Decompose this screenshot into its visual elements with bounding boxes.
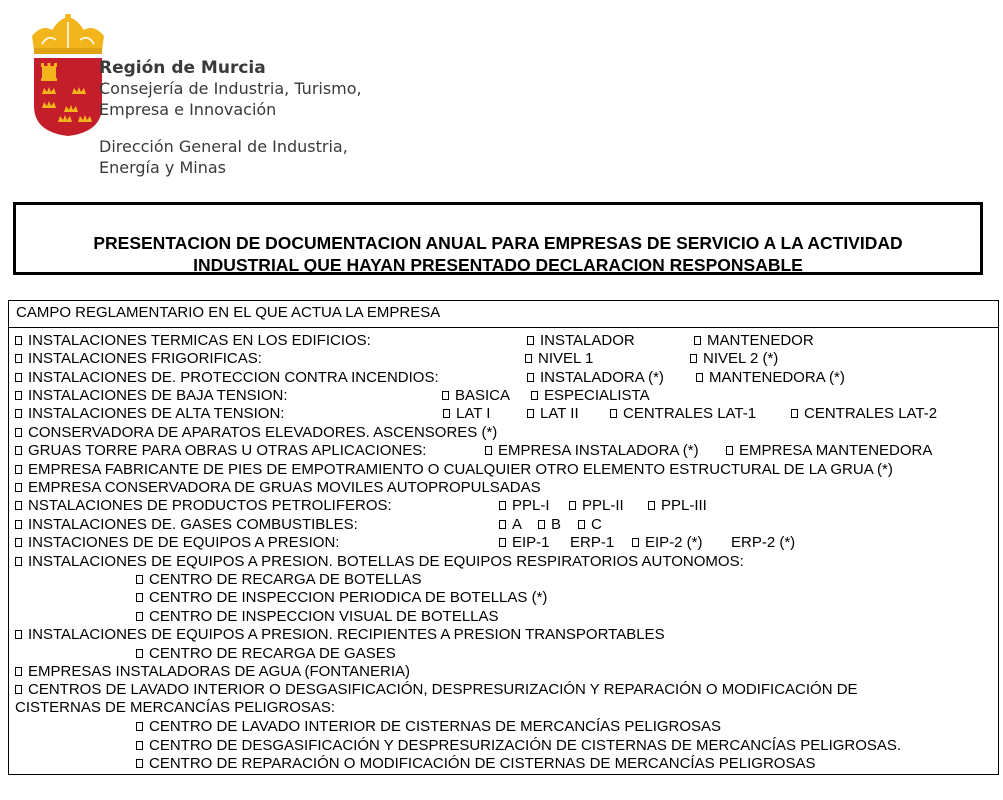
option-nivel-1[interactable]: NIVEL 1 — [525, 350, 593, 368]
option-recarga-gases[interactable]: CENTRO DE RECARGA DE GASES — [136, 645, 396, 663]
option-botellas-respiratorios[interactable]: INSTALACIONES DE EQUIPOS A PRESION. BOTELLAS DE EQUIPOS RESPIRATORIOS AUTONOMOS: — [15, 553, 744, 571]
crown-icon — [32, 14, 104, 54]
option-gruas-moviles[interactable]: EMPRESA CONSERVADORA DE GRUAS MOVILES AUTOPROPULSADAS — [15, 479, 541, 497]
option-desgasificacion[interactable]: CENTRO DE DESGASIFICACIÓN Y DESPRESURIZACIÓN DE CISTERNAS DE MERCANCÍAS PELIGROSAS. — [136, 737, 901, 755]
option-gases-combustibles[interactable]: INSTALACIONES DE. GASES COMBUSTIBLES: — [15, 516, 358, 534]
checkbox[interactable] — [485, 446, 492, 455]
org-name: Región de Murcia — [99, 58, 266, 78]
dept-line-1: Consejería de Industria, Turismo, — [99, 79, 362, 98]
region-murcia-coat-of-arms-logo — [28, 14, 108, 138]
checkbox[interactable] — [442, 391, 449, 400]
regulatory-field-table — [8, 300, 999, 775]
checkbox[interactable] — [527, 373, 534, 382]
checkbox[interactable] — [499, 520, 506, 529]
checkbox[interactable] — [15, 667, 22, 676]
checkbox[interactable] — [527, 336, 534, 345]
checkbox[interactable] — [527, 409, 534, 418]
checkbox[interactable] — [15, 465, 22, 474]
option-ppl-2[interactable]: PPL-II — [569, 497, 624, 515]
checkbox[interactable] — [525, 354, 532, 363]
checkbox[interactable] — [578, 520, 585, 529]
title-line-2: INDUSTRIAL QUE HAYAN PRESENTADO DECLARACION RESPONSABLE — [193, 255, 803, 275]
option-lat-1[interactable]: LAT I — [443, 405, 490, 423]
checkbox[interactable] — [443, 409, 450, 418]
option-recarga-botellas[interactable]: CENTRO DE RECARGA DE BOTELLAS — [136, 571, 422, 589]
option-pies-empotramiento[interactable]: EMPRESA FABRICANTE DE PIES DE EMPOTRAMIENTO O CUALQUIER OTRO ELEMENTO ESTRUCTURAL DE LA GRUA (*) — [15, 461, 893, 479]
option-ppl-1[interactable]: PPL-I — [499, 497, 550, 515]
option-nivel-2[interactable]: NIVEL 2 (*) — [690, 350, 778, 368]
option-ascensores[interactable]: CONSERVADORA DE APARATOS ELEVADORES. ASCENSORES (*) — [15, 424, 497, 442]
checkbox[interactable] — [136, 759, 143, 768]
checkbox[interactable] — [15, 685, 22, 694]
title-line-1: PRESENTACION DE DOCUMENTACION ANUAL PARA EMPRESAS DE SERVICIO A LA ACTIVIDAD — [93, 233, 903, 253]
checkbox[interactable] — [15, 446, 22, 455]
checkbox[interactable] — [136, 575, 143, 584]
option-mantenedor[interactable]: MANTENEDOR — [694, 332, 814, 350]
option-especialista[interactable]: ESPECIALISTA — [531, 387, 650, 405]
option-equipos-presion[interactable]: INSTACIONES DE DE EQUIPOS A PRESION: — [15, 534, 339, 552]
option-baja-tension[interactable]: INSTALACIONES DE BAJA TENSION: — [15, 387, 288, 405]
option-alta-tension[interactable]: INSTALACIONES DE ALTA TENSION: — [15, 405, 284, 423]
option-eip-1[interactable]: EIP-1 — [499, 534, 550, 552]
option-eip-2[interactable]: EIP-2 (*) — [632, 534, 703, 552]
option-proteccion-incendios[interactable]: INSTALACIONES DE. PROTECCION CONTRA INCENDIOS: — [15, 369, 439, 387]
option-instalador[interactable]: INSTALADOR — [527, 332, 635, 350]
checkbox[interactable] — [15, 373, 22, 382]
dg-line-2: Energía y Minas — [99, 158, 226, 177]
checkbox[interactable] — [15, 501, 22, 510]
option-lat-2[interactable]: LAT II — [527, 405, 579, 423]
option-lavado-interior[interactable]: CENTRO DE LAVADO INTERIOR DE CISTERNAS DE MERCANCÍAS PELIGROSAS — [136, 718, 721, 736]
checkbox[interactable] — [632, 538, 639, 547]
checkbox[interactable] — [136, 722, 143, 731]
table-header — [9, 301, 998, 328]
option-empresa-instaladora[interactable]: EMPRESA INSTALADORA (*) — [485, 442, 699, 460]
option-gas-c[interactable]: C — [578, 516, 602, 534]
dept-line-2: Empresa e Innovación — [99, 100, 277, 119]
option-erp-2[interactable]: ERP-2 (*) — [731, 534, 796, 551]
option-fontaneria[interactable]: EMPRESAS INSTALADORAS DE AGUA (FONTANERIA) — [15, 663, 410, 681]
checkbox[interactable] — [726, 446, 733, 455]
row-centros-lavado — [15, 681, 975, 717]
checkbox[interactable] — [15, 428, 22, 437]
checkbox[interactable] — [15, 409, 22, 418]
checkbox[interactable] — [136, 612, 143, 621]
checkbox[interactable] — [499, 501, 506, 510]
dg-line-1: Dirección General de Industria, — [99, 137, 348, 156]
checkbox[interactable] — [15, 520, 22, 529]
checkbox[interactable] — [696, 373, 703, 382]
option-instalaciones-termicas[interactable]: INSTALACIONES TERMICAS EN LOS EDIFICIOS: — [15, 332, 371, 350]
castle-icon — [41, 63, 57, 81]
checkbox[interactable] — [136, 741, 143, 750]
option-reparacion[interactable]: CENTRO DE REPARACIÓN O MODIFICACIÓN DE CISTERNAS DE MERCANCÍAS PELIGROSAS — [136, 755, 815, 773]
checkbox[interactable] — [15, 538, 22, 547]
option-inspeccion-periodica[interactable]: CENTRO DE INSPECCION PERIODICA DE BOTELLAS (*) — [136, 589, 547, 607]
checkbox[interactable] — [694, 336, 701, 345]
option-centros-lavado[interactable]: CENTROS DE LAVADO INTERIOR O DESGASIFICACIÓN, DESPRESURIZACIÓN Y REPARACIÓN O MODIFICACIÓN DE — [15, 681, 975, 699]
option-mantenedora[interactable]: MANTENEDORA (*) — [696, 369, 845, 387]
option-ppl-3[interactable]: PPL-III — [648, 497, 707, 515]
checkbox[interactable] — [15, 391, 22, 400]
option-centrales-lat-2[interactable]: CENTRALES LAT-2 — [791, 405, 937, 423]
document-title — [16, 232, 980, 276]
option-instaladora[interactable]: INSTALADORA (*) — [527, 369, 664, 387]
option-centros-lavado-cont: CISTERNAS DE MERCANCÍAS PELIGROSAS: — [15, 699, 336, 716]
checkbox[interactable] — [610, 409, 617, 418]
option-petroliferos[interactable]: NSTALACIONES DE PRODUCTOS PETROLIFEROS: — [15, 497, 392, 515]
option-empresa-mantenedora[interactable]: EMPRESA MANTENEDORA — [726, 442, 932, 460]
checkbox[interactable] — [15, 483, 22, 492]
checkbox[interactable] — [538, 520, 545, 529]
checkbox[interactable] — [690, 354, 697, 363]
checkbox[interactable] — [136, 649, 143, 658]
option-erp-1[interactable]: ERP-1 — [570, 534, 615, 551]
checkbox[interactable] — [15, 354, 22, 363]
option-gruas-torre[interactable]: GRUAS TORRE PARA OBRAS U OTRAS APLICACIONES: — [15, 442, 426, 460]
checkbox[interactable] — [648, 501, 655, 510]
checkbox[interactable] — [15, 630, 22, 639]
option-gas-a[interactable]: A — [499, 516, 522, 534]
checkbox[interactable] — [791, 409, 798, 418]
option-inspeccion-visual[interactable]: CENTRO DE INSPECCION VISUAL DE BOTELLAS — [136, 608, 499, 626]
option-basica[interactable]: BASICA — [442, 387, 510, 405]
document-title-box — [13, 202, 983, 275]
checkbox[interactable] — [569, 501, 576, 510]
option-frigorificas[interactable]: INSTALACIONES FRIGORIFICAS: — [15, 350, 262, 368]
option-recipientes-transportables[interactable]: INSTALACIONES DE EQUIPOS A PRESION. RECIPIENTES A PRESION TRANSPORTABLES — [15, 626, 665, 644]
option-gas-b[interactable]: B — [538, 516, 561, 534]
checkbox[interactable] — [15, 557, 22, 566]
header-text — [99, 58, 362, 178]
checkbox[interactable] — [15, 336, 22, 345]
checkbox[interactable] — [136, 593, 143, 602]
checkbox[interactable] — [531, 391, 538, 400]
checkbox[interactable] — [499, 538, 506, 547]
option-centrales-lat-1[interactable]: CENTRALES LAT-1 — [610, 405, 756, 423]
table-header-label: CAMPO REGLAMENTARIO EN EL QUE ACTUA LA EMPRESA — [16, 304, 441, 321]
